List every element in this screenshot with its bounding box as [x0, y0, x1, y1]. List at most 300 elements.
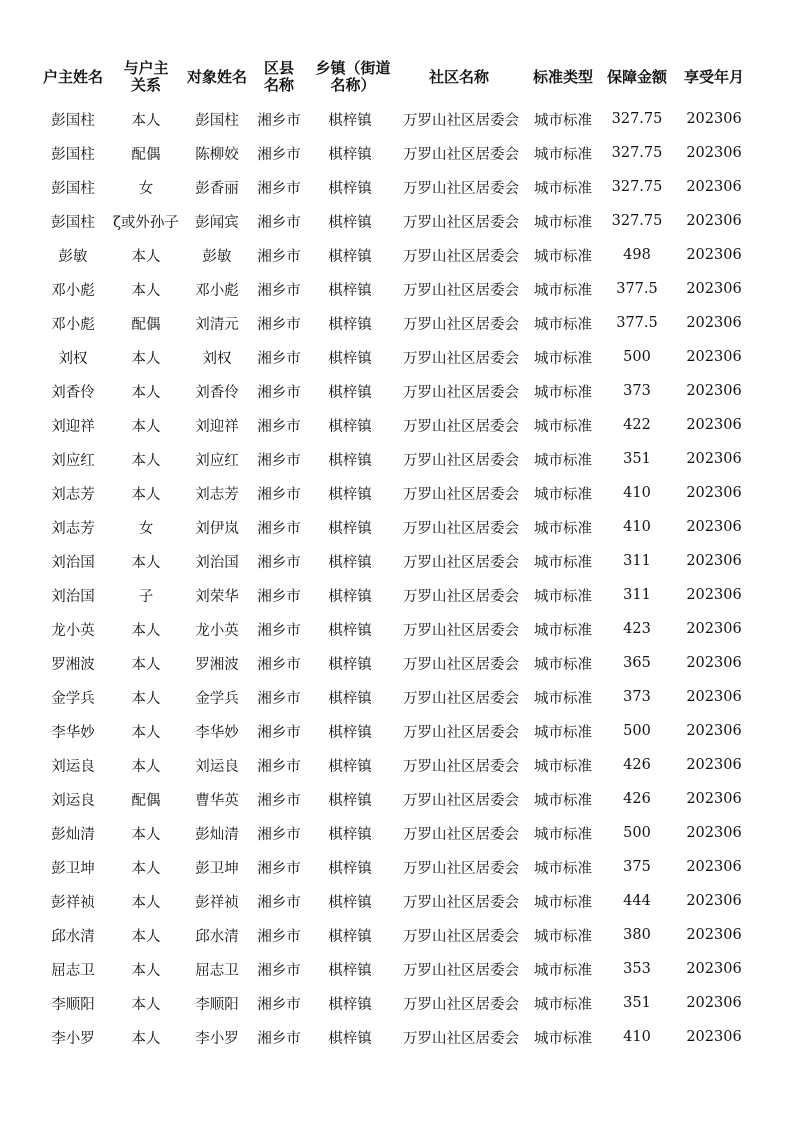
- cell-township: 棋梓镇: [328, 588, 372, 605]
- table-row: [38, 884, 754, 918]
- cell-county: 湘乡市: [257, 690, 301, 707]
- cell-township: 棋梓镇: [328, 452, 372, 469]
- cell-township: 棋梓镇: [328, 554, 372, 571]
- cell-amount: 327.75: [611, 213, 663, 229]
- cell-township: 棋梓镇: [328, 384, 372, 401]
- cell-relation: 本人: [131, 826, 161, 843]
- cell-period: 202306: [686, 995, 742, 1011]
- cell-amount: 373: [623, 689, 651, 705]
- cell-householder-name: 刘治国: [51, 588, 95, 605]
- cell-township: 棋梓镇: [328, 180, 372, 197]
- cell-county: 湘乡市: [257, 656, 301, 673]
- cell-relation: 本人: [131, 248, 161, 265]
- cell-householder-name: 邓小彪: [51, 282, 95, 299]
- cell-township: 棋梓镇: [328, 350, 372, 367]
- cell-recipient-name: 刘运良: [195, 758, 239, 775]
- cell-relation: 本人: [131, 282, 161, 299]
- cell-recipient-name: 李顺阳: [195, 996, 239, 1013]
- cell-amount: 422: [623, 417, 651, 433]
- cell-county: 湘乡市: [257, 894, 301, 911]
- cell-community: 万罗山社区居委会: [403, 554, 519, 571]
- table-row: [38, 918, 754, 952]
- cell-relation: 本人: [131, 860, 161, 877]
- cell-county: 湘乡市: [257, 316, 301, 333]
- cell-amount: 498: [623, 247, 651, 263]
- cell-community: 万罗山社区居委会: [403, 588, 519, 605]
- cell-period: 202306: [686, 519, 742, 535]
- cell-recipient-name: 彭灿清: [195, 826, 239, 843]
- cell-relation: 本人: [131, 656, 161, 673]
- cell-recipient-name: 邓小彪: [195, 282, 239, 299]
- cell-relation: 女: [138, 520, 154, 537]
- cell-recipient-name: 刘清元: [195, 316, 239, 333]
- cell-relation: 女: [138, 180, 154, 197]
- cell-amount: 380: [623, 927, 651, 943]
- cell-amount: 423: [623, 621, 651, 637]
- cell-recipient-name: 李小罗: [195, 1030, 239, 1047]
- header-text: 名称）: [330, 76, 376, 94]
- cell-householder-name: 刘香伶: [51, 384, 95, 401]
- table-row: [38, 850, 754, 884]
- cell-community: 万罗山社区居委会: [403, 282, 519, 299]
- cell-relation: 本人: [131, 690, 161, 707]
- cell-community: 万罗山社区居委会: [403, 486, 519, 503]
- cell-community: 万罗山社区居委会: [403, 690, 519, 707]
- cell-period: 202306: [686, 213, 742, 229]
- cell-standard-type: 城市标准: [534, 962, 592, 979]
- header-county: [250, 60, 308, 94]
- cell-community: 万罗山社区居委会: [403, 316, 519, 333]
- cell-householder-name: 金学兵: [51, 690, 95, 707]
- cell-township: 棋梓镇: [328, 656, 372, 673]
- cell-community: 万罗山社区居委会: [403, 826, 519, 843]
- cell-recipient-name: 刘伊岚: [195, 520, 239, 537]
- cell-amount: 410: [623, 1029, 651, 1045]
- table-row: [38, 544, 754, 578]
- cell-community: 万罗山社区居委会: [403, 962, 519, 979]
- cell-county: 湘乡市: [257, 112, 301, 129]
- cell-period: 202306: [686, 893, 742, 909]
- cell-amount: 327.75: [611, 145, 663, 161]
- header-text: 标准类型: [532, 67, 593, 86]
- cell-recipient-name: 刘权: [202, 350, 232, 367]
- header-text: 关系: [130, 76, 161, 94]
- cell-community: 万罗山社区居委会: [403, 214, 519, 231]
- cell-amount: 353: [623, 961, 651, 977]
- table-row: [38, 714, 754, 748]
- cell-period: 202306: [686, 383, 742, 399]
- cell-period: 202306: [686, 621, 742, 637]
- cell-township: 棋梓镇: [328, 758, 372, 775]
- table-row: [38, 340, 754, 374]
- cell-community: 万罗山社区居委会: [403, 996, 519, 1013]
- cell-standard-type: 城市标准: [534, 622, 592, 639]
- cell-recipient-name: 刘志芳: [195, 486, 239, 503]
- cell-period: 202306: [686, 145, 742, 161]
- cell-period: 202306: [686, 587, 742, 603]
- cell-county: 湘乡市: [257, 384, 301, 401]
- cell-householder-name: 刘运良: [51, 792, 95, 809]
- cell-relation: 本人: [131, 554, 161, 571]
- cell-householder-name: 邓小彪: [51, 316, 95, 333]
- cell-amount: 365: [623, 655, 651, 671]
- cell-standard-type: 城市标准: [534, 724, 592, 741]
- cell-county: 湘乡市: [257, 860, 301, 877]
- cell-township: 棋梓镇: [328, 996, 372, 1013]
- cell-recipient-name: 彭敏: [202, 248, 232, 265]
- cell-amount: 410: [623, 519, 651, 535]
- cell-amount: 311: [623, 587, 651, 603]
- cell-householder-name: 邱水清: [51, 928, 95, 945]
- header-amount: [600, 69, 674, 86]
- cell-period: 202306: [686, 451, 742, 467]
- cell-township: 棋梓镇: [328, 520, 372, 537]
- cell-standard-type: 城市标准: [534, 316, 592, 333]
- cell-householder-name: 刘应红: [51, 452, 95, 469]
- cell-relation: 本人: [131, 350, 161, 367]
- cell-county: 湘乡市: [257, 180, 301, 197]
- cell-period: 202306: [686, 689, 742, 705]
- cell-householder-name: 彭国柱: [51, 214, 95, 231]
- cell-relation: 配偶: [131, 792, 161, 809]
- cell-relation: 配偶: [131, 316, 161, 333]
- header-text: 社区名称: [428, 67, 489, 86]
- cell-householder-name: 彭国柱: [51, 112, 95, 129]
- table-row: [38, 748, 754, 782]
- cell-recipient-name: 彭香丽: [195, 180, 239, 197]
- cell-period: 202306: [686, 553, 742, 569]
- cell-standard-type: 城市标准: [534, 384, 592, 401]
- cell-period: 202306: [686, 757, 742, 773]
- cell-recipient-name: 刘迎祥: [195, 418, 239, 435]
- cell-recipient-name: 金学兵: [195, 690, 239, 707]
- cell-recipient-name: 彭卫坤: [195, 860, 239, 877]
- cell-period: 202306: [686, 485, 742, 501]
- table-row: [38, 578, 754, 612]
- cell-community: 万罗山社区居委会: [403, 180, 519, 197]
- cell-standard-type: 城市标准: [534, 928, 592, 945]
- cell-relation: 本人: [131, 112, 161, 129]
- cell-recipient-name: 李华妙: [195, 724, 239, 741]
- cell-standard-type: 城市标准: [534, 248, 592, 265]
- cell-period: 202306: [686, 655, 742, 671]
- cell-amount: 500: [623, 825, 651, 841]
- header-text: 名称: [263, 76, 294, 94]
- cell-period: 202306: [686, 791, 742, 807]
- cell-relation: 本人: [131, 622, 161, 639]
- cell-period: 202306: [686, 111, 742, 127]
- cell-householder-name: 刘志芳: [51, 520, 95, 537]
- cell-county: 湘乡市: [257, 486, 301, 503]
- cell-relation: 本人: [131, 758, 161, 775]
- cell-standard-type: 城市标准: [534, 588, 592, 605]
- cell-relation: 本人: [131, 724, 161, 741]
- cell-standard-type: 城市标准: [534, 452, 592, 469]
- cell-standard-type: 城市标准: [534, 350, 592, 367]
- cell-community: 万罗山社区居委会: [403, 656, 519, 673]
- cell-householder-name: 刘治国: [51, 554, 95, 571]
- cell-standard-type: 城市标准: [534, 214, 592, 231]
- cell-township: 棋梓镇: [328, 282, 372, 299]
- header-text: 保障金额: [606, 67, 667, 86]
- cell-county: 湘乡市: [257, 996, 301, 1013]
- cell-county: 湘乡市: [257, 146, 301, 163]
- cell-community: 万罗山社区居委会: [403, 928, 519, 945]
- cell-county: 湘乡市: [257, 554, 301, 571]
- cell-standard-type: 城市标准: [534, 180, 592, 197]
- cell-standard-type: 城市标准: [534, 996, 592, 1013]
- cell-community: 万罗山社区居委会: [403, 112, 519, 129]
- table-row: [38, 204, 754, 238]
- cell-recipient-name: 曹华英: [195, 792, 239, 809]
- cell-community: 万罗山社区居委会: [403, 146, 519, 163]
- cell-amount: 377.5: [616, 315, 658, 331]
- cell-township: 棋梓镇: [328, 146, 372, 163]
- cell-standard-type: 城市标准: [534, 690, 592, 707]
- header-relation: [108, 60, 184, 94]
- cell-community: 万罗山社区居委会: [403, 894, 519, 911]
- table-row: [38, 408, 754, 442]
- cell-recipient-name: 刘荣华: [195, 588, 239, 605]
- cell-relation: 本人: [131, 996, 161, 1013]
- cell-period: 202306: [686, 315, 742, 331]
- cell-township: 棋梓镇: [328, 214, 372, 231]
- cell-standard-type: 城市标准: [534, 894, 592, 911]
- cell-township: 棋梓镇: [328, 486, 372, 503]
- cell-amount: 373: [623, 383, 651, 399]
- cell-householder-name: 屈志卫: [51, 962, 95, 979]
- cell-standard-type: 城市标准: [534, 418, 592, 435]
- cell-relation: 本人: [131, 928, 161, 945]
- cell-householder-name: 彭敏: [58, 248, 88, 265]
- cell-county: 湘乡市: [257, 1030, 301, 1047]
- cell-relation: 本人: [131, 894, 161, 911]
- header-text: 乡镇（街道: [315, 59, 391, 77]
- cell-county: 湘乡市: [257, 452, 301, 469]
- table-row: [38, 374, 754, 408]
- cell-amount: 351: [623, 451, 651, 467]
- cell-householder-name: 彭国柱: [51, 146, 95, 163]
- cell-standard-type: 城市标准: [534, 860, 592, 877]
- cell-standard-type: 城市标准: [534, 486, 592, 503]
- cell-standard-type: 城市标准: [534, 792, 592, 809]
- cell-community: 万罗山社区居委会: [403, 248, 519, 265]
- cell-householder-name: 彭国柱: [51, 180, 95, 197]
- cell-standard-type: 城市标准: [534, 554, 592, 571]
- cell-township: 棋梓镇: [328, 826, 372, 843]
- cell-county: 湘乡市: [257, 350, 301, 367]
- cell-period: 202306: [686, 723, 742, 739]
- cell-standard-type: 城市标准: [534, 146, 592, 163]
- cell-community: 万罗山社区居委会: [403, 418, 519, 435]
- cell-amount: 500: [623, 349, 651, 365]
- cell-community: 万罗山社区居委会: [403, 758, 519, 775]
- table-row: [38, 442, 754, 476]
- cell-recipient-name: 龙小英: [195, 622, 239, 639]
- header-period: [674, 69, 754, 86]
- cell-township: 棋梓镇: [328, 860, 372, 877]
- cell-township: 棋梓镇: [328, 792, 372, 809]
- cell-recipient-name: 刘应红: [195, 452, 239, 469]
- cell-township: 棋梓镇: [328, 724, 372, 741]
- cell-township: 棋梓镇: [328, 622, 372, 639]
- cell-amount: 327.75: [611, 179, 663, 195]
- table-row: [38, 816, 754, 850]
- cell-period: 202306: [686, 281, 742, 297]
- cell-period: 202306: [686, 927, 742, 943]
- cell-householder-name: 刘志芳: [51, 486, 95, 503]
- cell-householder-name: 彭祥祯: [51, 894, 95, 911]
- cell-amount: 410: [623, 485, 651, 501]
- cell-relation: 子: [138, 588, 154, 605]
- header-standard-type: [526, 69, 600, 86]
- cell-community: 万罗山社区居委会: [403, 622, 519, 639]
- cell-period: 202306: [686, 349, 742, 365]
- cell-householder-name: 彭卫坤: [51, 860, 95, 877]
- table-row: [38, 646, 754, 680]
- cell-recipient-name: 彭国柱: [195, 112, 239, 129]
- cell-amount: 375: [623, 859, 651, 875]
- cell-township: 棋梓镇: [328, 690, 372, 707]
- header-township: [308, 60, 392, 94]
- cell-standard-type: 城市标准: [534, 656, 592, 673]
- cell-township: 棋梓镇: [328, 1030, 372, 1047]
- cell-amount: 377.5: [616, 281, 658, 297]
- cell-recipient-name: 屈志卫: [195, 962, 239, 979]
- cell-township: 棋梓镇: [328, 418, 372, 435]
- cell-recipient-name: 彭祥祯: [195, 894, 239, 911]
- subsistence-allowance-table: [38, 52, 754, 1054]
- cell-county: 湘乡市: [257, 928, 301, 945]
- cell-householder-name: 李小罗: [51, 1030, 95, 1047]
- cell-period: 202306: [686, 825, 742, 841]
- cell-county: 湘乡市: [257, 962, 301, 979]
- table-header: [38, 52, 754, 102]
- cell-period: 202306: [686, 1029, 742, 1045]
- cell-recipient-name: 彭闻宾: [195, 214, 239, 231]
- header-householder-name: [38, 69, 108, 86]
- cell-period: 202306: [686, 859, 742, 875]
- cell-community: 万罗山社区居委会: [403, 520, 519, 537]
- cell-county: 湘乡市: [257, 520, 301, 537]
- cell-county: 湘乡市: [257, 214, 301, 231]
- cell-amount: 500: [623, 723, 651, 739]
- header-community: [392, 69, 526, 86]
- header-text: 与户主: [123, 59, 169, 77]
- cell-township: 棋梓镇: [328, 894, 372, 911]
- cell-amount: 426: [623, 757, 651, 773]
- cell-recipient-name: 罗湘波: [195, 656, 239, 673]
- header-text: 享受年月: [683, 67, 744, 86]
- cell-amount: 426: [623, 791, 651, 807]
- cell-relation: 本人: [131, 1030, 161, 1047]
- cell-county: 湘乡市: [257, 588, 301, 605]
- table-row: [38, 170, 754, 204]
- cell-recipient-name: 刘治国: [195, 554, 239, 571]
- cell-county: 湘乡市: [257, 248, 301, 265]
- cell-recipient-name: 邱水清: [195, 928, 239, 945]
- table-row: [38, 476, 754, 510]
- cell-amount: 311: [623, 553, 651, 569]
- cell-standard-type: 城市标准: [534, 112, 592, 129]
- cell-standard-type: 城市标准: [534, 1030, 592, 1047]
- table-body: [38, 102, 754, 1054]
- cell-recipient-name: 刘香伶: [195, 384, 239, 401]
- cell-county: 湘乡市: [257, 622, 301, 639]
- cell-county: 湘乡市: [257, 282, 301, 299]
- table-row: [38, 1020, 754, 1054]
- table-row: [38, 102, 754, 136]
- cell-standard-type: 城市标准: [534, 282, 592, 299]
- cell-period: 202306: [686, 247, 742, 263]
- cell-householder-name: 刘迎祥: [51, 418, 95, 435]
- table-row: [38, 238, 754, 272]
- cell-community: 万罗山社区居委会: [403, 792, 519, 809]
- cell-householder-name: 刘权: [58, 350, 88, 367]
- cell-householder-name: 李顺阳: [51, 996, 95, 1013]
- cell-county: 湘乡市: [257, 792, 301, 809]
- cell-householder-name: 李华妙: [51, 724, 95, 741]
- cell-standard-type: 城市标准: [534, 826, 592, 843]
- cell-recipient-name: 陈柳姣: [195, 146, 239, 163]
- cell-standard-type: 城市标准: [534, 758, 592, 775]
- cell-county: 湘乡市: [257, 826, 301, 843]
- cell-community: 万罗山社区居委会: [403, 860, 519, 877]
- cell-period: 202306: [686, 961, 742, 977]
- table-row: [38, 306, 754, 340]
- header-text: 区县: [263, 59, 294, 77]
- cell-county: 湘乡市: [257, 724, 301, 741]
- cell-amount: 444: [623, 893, 651, 909]
- cell-standard-type: 城市标准: [534, 520, 592, 537]
- cell-township: 棋梓镇: [328, 316, 372, 333]
- cell-township: 棋梓镇: [328, 928, 372, 945]
- cell-community: 万罗山社区居委会: [403, 724, 519, 741]
- cell-relation: 配偶: [131, 146, 161, 163]
- table-row: [38, 612, 754, 646]
- table-row: [38, 782, 754, 816]
- table-row: [38, 680, 754, 714]
- cell-period: 202306: [686, 179, 742, 195]
- cell-community: 万罗山社区居委会: [403, 384, 519, 401]
- cell-township: 棋梓镇: [328, 962, 372, 979]
- cell-relation: ζ或外孙子: [113, 214, 179, 231]
- header-recipient-name: [184, 69, 250, 86]
- cell-householder-name: 彭灿清: [51, 826, 95, 843]
- table-row: [38, 272, 754, 306]
- cell-relation: 本人: [131, 418, 161, 435]
- cell-amount: 327.75: [611, 111, 663, 127]
- cell-period: 202306: [686, 417, 742, 433]
- table-row: [38, 952, 754, 986]
- header-text: 户主姓名: [42, 67, 103, 86]
- cell-relation: 本人: [131, 486, 161, 503]
- cell-relation: 本人: [131, 452, 161, 469]
- cell-householder-name: 龙小英: [51, 622, 95, 639]
- cell-relation: 本人: [131, 962, 161, 979]
- cell-householder-name: 罗湘波: [51, 656, 95, 673]
- table-row: [38, 986, 754, 1020]
- cell-community: 万罗山社区居委会: [403, 452, 519, 469]
- cell-township: 棋梓镇: [328, 248, 372, 265]
- cell-relation: 本人: [131, 384, 161, 401]
- cell-community: 万罗山社区居委会: [403, 1030, 519, 1047]
- cell-county: 湘乡市: [257, 418, 301, 435]
- cell-householder-name: 刘运良: [51, 758, 95, 775]
- cell-amount: 351: [623, 995, 651, 1011]
- table-row: [38, 136, 754, 170]
- cell-township: 棋梓镇: [328, 112, 372, 129]
